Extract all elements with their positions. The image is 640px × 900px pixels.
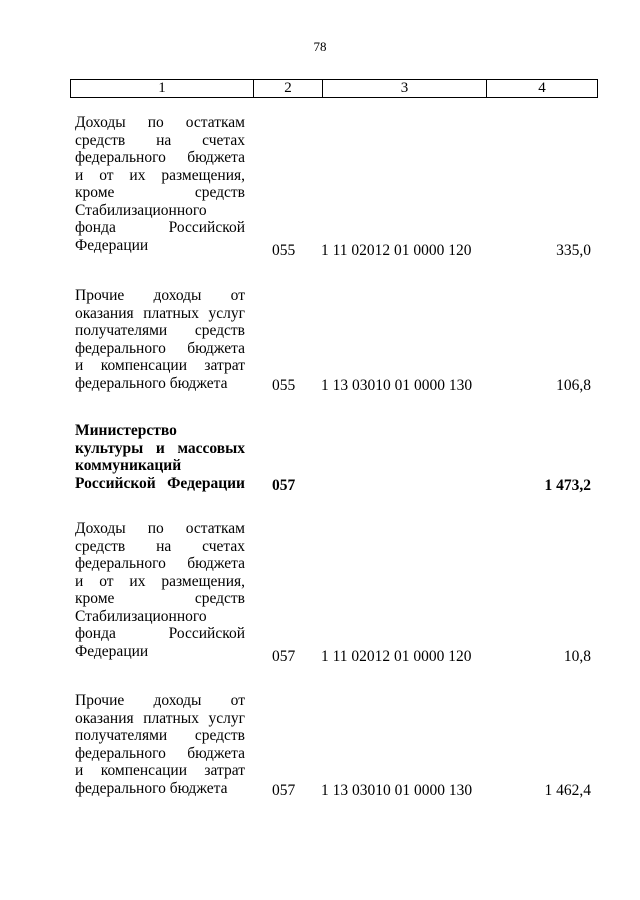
row-kbk: 1 11 02012 01 0000 120 — [321, 242, 472, 259]
column-header-2: 2 — [254, 80, 323, 98]
description-line: культуры и массовых — [75, 439, 245, 457]
table-header — [70, 79, 598, 98]
description-line: фонда Российской — [75, 625, 245, 642]
description-line: оказания платных услуг — [75, 304, 245, 322]
row-code: 055 — [272, 377, 296, 394]
description-line: федерального бюджета — [75, 779, 228, 797]
description-line: и компенсации затрат — [75, 762, 245, 779]
column-header-3: 3 — [323, 80, 487, 98]
description-line: Стабилизационного — [75, 201, 207, 219]
description-line: Прочие доходы от — [75, 287, 245, 304]
description-line: федерального бюджета — [75, 555, 245, 572]
page-number: 78 — [313, 39, 327, 54]
description-line: федерального бюджета — [75, 744, 245, 762]
description-line: и компенсации затрат — [75, 357, 245, 374]
description-line: и от их размещения, — [75, 166, 245, 184]
description-line: коммуникаций — [75, 457, 182, 474]
row-description — [75, 114, 245, 254]
column-header-4: 4 — [487, 80, 598, 98]
description-line: получателями средств — [75, 727, 245, 744]
description-line: фонда Российской — [75, 219, 245, 236]
description-line: Стабилизационного — [75, 607, 207, 625]
description-line: средств на счетах — [75, 537, 245, 555]
row-kbk: 1 13 03010 01 0000 130 — [321, 782, 473, 799]
description-line: Российской Федерации — [75, 474, 245, 492]
row-code: 057 — [272, 648, 296, 665]
description-line: Прочие доходы от — [75, 692, 245, 709]
row-description — [75, 287, 245, 392]
description-line: федерального бюджета — [75, 374, 228, 392]
description-line: Доходы по остаткам — [75, 114, 245, 131]
row-kbk: 1 11 02012 01 0000 120 — [321, 648, 472, 665]
description-line: кроме средств — [75, 590, 245, 607]
row-amount: 1 473,2 — [544, 477, 591, 494]
row-description — [75, 520, 245, 660]
row-amount: 10,8 — [563, 648, 591, 665]
description-line: Доходы по остаткам — [75, 520, 245, 537]
row-amount: 1 462,4 — [544, 782, 591, 799]
row-code: 055 — [272, 242, 296, 259]
row-code: 057 — [272, 782, 296, 799]
description-line: кроме средств — [75, 184, 245, 201]
row-kbk: 1 13 03010 01 0000 130 — [321, 377, 473, 394]
description-line: оказания платных услуг — [75, 709, 245, 727]
description-line: федерального бюджета — [75, 149, 245, 166]
description-line: Федерации — [75, 642, 149, 660]
description-line: Министерство — [75, 422, 177, 439]
row-amount: 335,0 — [556, 242, 591, 259]
row-code: 057 — [272, 477, 296, 494]
column-header-1: 1 — [71, 80, 254, 98]
row-amount: 106,8 — [556, 377, 591, 394]
description-line: получателями средств — [75, 322, 245, 339]
row-description — [75, 692, 245, 797]
description-line: и от их размещения, — [75, 572, 245, 590]
description-line: Федерации — [75, 236, 149, 254]
row-description — [75, 422, 245, 492]
description-line: федерального бюджета — [75, 339, 245, 357]
description-line: средств на счетах — [75, 131, 245, 149]
